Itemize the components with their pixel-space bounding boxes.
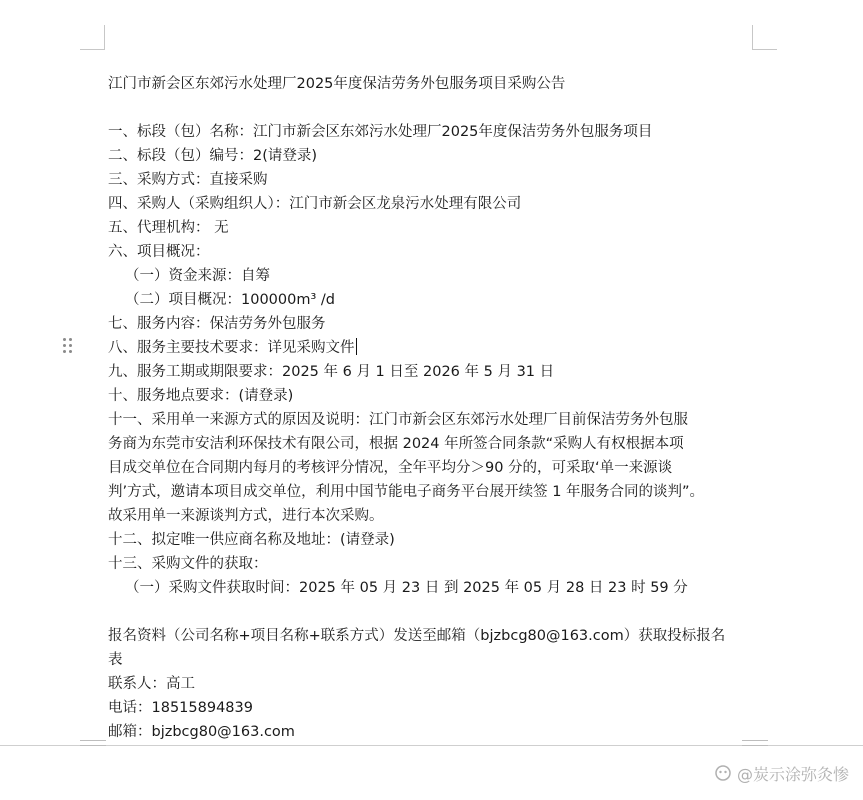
item-project-overview: （二）项目概况：100000m³ /d xyxy=(125,292,335,308)
paragraph-drag-handle-icon[interactable] xyxy=(63,338,73,354)
watermark xyxy=(715,760,849,786)
item-agency: 五、代理机构： 无 xyxy=(108,220,229,236)
item-method: 三、采购方式：直接采购 xyxy=(108,172,268,188)
item-single-source-reason-3: 目成交单位在合同期内每月的考核评分情况，全年平均分＞90 分的，可采取‘单一来源谈 xyxy=(108,460,673,476)
registration-info-cont: 表 xyxy=(108,652,123,668)
top-right-margin-mark xyxy=(752,25,777,50)
item-fund-source: （一）资金来源：自筹 xyxy=(125,268,270,284)
item-overview-heading: 六、项目概况： xyxy=(108,244,210,260)
item-purchaser: 四、采购人（采购组织人）：江门市新会区龙泉污水处理有限公司 xyxy=(108,196,522,212)
blank-line xyxy=(108,96,758,120)
item-doc-acquisition: 十三、采购文件的获取： xyxy=(108,556,268,572)
page-break-line xyxy=(0,745,863,746)
item-single-source-reason-1: 十一、采用单一来源方式的原因及说明：江门市新会区东郊污水处理厂目前保洁劳务外包服 xyxy=(108,412,688,428)
bottom-left-margin-mark xyxy=(80,740,106,754)
watermark-logo-icon xyxy=(715,765,731,781)
contact-phone: 电话：18515894839 xyxy=(108,700,253,716)
top-left-margin-mark xyxy=(80,25,105,50)
bottom-right-margin-mark xyxy=(742,740,768,754)
item-number: 二、标段（包）编号：2(请登录) xyxy=(108,148,318,164)
item-name: 一、标段（包）名称：江门市新会区东郊污水处理厂2025年度保洁劳务外包服务项目 xyxy=(108,124,653,140)
text-cursor xyxy=(356,338,358,355)
item-doc-acquisition-time: （一）采购文件获取时间：2025 年 05 月 23 日 到 2025 年 05 月 28 日 23 时 59 分 xyxy=(125,580,688,596)
watermark-text: @炭示涂弥灸惨 xyxy=(736,764,849,784)
contact-email: 邮箱：bjzbcg80@163.com xyxy=(108,724,295,740)
document-title: 江门市新会区东郊污水处理厂2025年度保洁劳务外包服务项目采购公告 xyxy=(108,76,566,92)
item-tech-requirements xyxy=(108,336,758,360)
item-single-source-reason-4: 判’方式，邀请本项目成交单位，利用中国节能电子商务平台展开续签 1 年服务合同的谈判”。 xyxy=(108,484,705,500)
registration-info: 报名资料（公司名称+项目名称+联系方式）发送至邮箱（bjzbcg80@163.com）获取投标报名 xyxy=(108,628,726,644)
contact-person: 联系人：高工 xyxy=(108,676,195,692)
document-body[interactable] xyxy=(108,72,758,744)
item-service-location: 十、服务地点要求：(请登录) xyxy=(108,388,294,404)
item-single-source-reason-2: 务商为东莞市安洁利环保技术有限公司，根据 2024 年所签合同条款“采购人有权根据本项 xyxy=(108,436,684,452)
item-single-source-reason-5: 故采用单一来源谈判方式，进行本次采购。 xyxy=(108,508,384,524)
item-service-content: 七、服务内容：保洁劳务外包服务 xyxy=(108,316,326,332)
item-service-period: 九、服务工期或期限要求：2025 年 6 月 1 日至 2026 年 5 月 31 日 xyxy=(108,364,555,380)
item-tech-requirements-text: 八、服务主要技术要求：详见采购文件 xyxy=(108,340,355,356)
item-supplier: 十二、拟定唯一供应商名称及地址：(请登录) xyxy=(108,532,395,548)
blank-line xyxy=(108,600,758,624)
